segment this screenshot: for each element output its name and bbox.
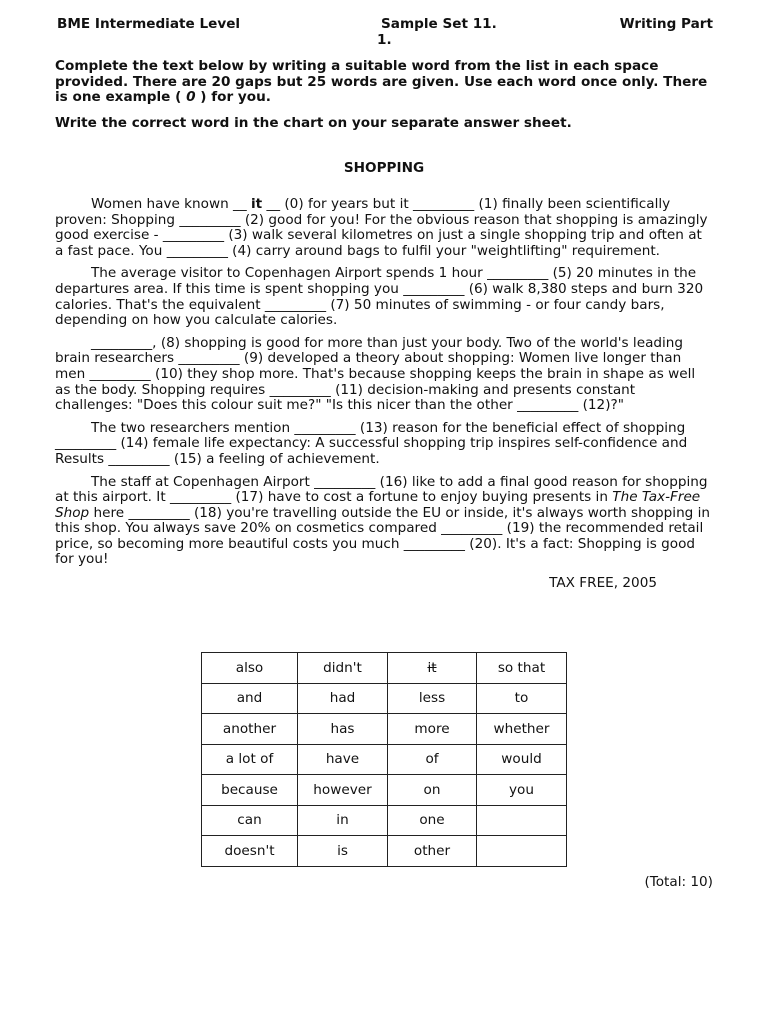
word-list-row <box>202 714 567 745</box>
instructions-text: Complete the text below by writing a suitable word from the list in each space provided. There are 20 gaps but 25 words are given. Use each word once only. There is one example ( <box>55 58 708 105</box>
word-cell: had <box>298 683 388 714</box>
word-cell-used-example <box>388 653 477 684</box>
paragraph-5 <box>55 475 713 569</box>
text-title: SHOPPING <box>343 160 425 176</box>
word-cell: to <box>477 683 567 714</box>
word-cell: whether <box>477 714 567 745</box>
header <box>55 16 713 52</box>
paragraph-2-text: The average visitor to Copenhagen Airport spends 1 hour _________ (5) 20 minutes in the departures area. If this time is spent shopping you _________ (6) walk 8,380 steps and burn 320 calories. That's the equivalent _________ (7) 50 minutes of swimming - or four candy bars, depending on how you calculate calories. <box>55 265 704 329</box>
word-cell: doesn't <box>202 836 298 867</box>
word-cell: another <box>202 714 298 745</box>
struck-word: it <box>427 659 437 676</box>
answer-sheet-instruction: Write the correct word in the chart on your separate answer sheet. <box>55 114 572 131</box>
instructions <box>55 59 713 106</box>
paragraph-4-text: The two researchers mention _________ (13) reason for the beneficial effect of shopping _________ (14) female life expectancy: A successful shopping trip inspires self-confidence and Results _________ (15) a feeling of achievement. <box>55 419 688 467</box>
paragraph-1 <box>55 197 713 259</box>
word-cell-empty <box>477 836 567 867</box>
shop-name: The Tax-Free Shop <box>55 489 701 521</box>
word-cell: because <box>202 775 298 806</box>
word-cell: has <box>298 714 388 745</box>
word-list-row <box>202 805 567 836</box>
document-page <box>55 16 713 591</box>
paragraph-2 <box>55 266 713 328</box>
paragraph-3-text: _________, (8) shopping is good for more than just your body. Two of the world's leading brain researchers _________ (9) developed a theory about shopping: Women live longer than men _________ (10) they shop more. That's because shopping keeps the brain in shape as well as the body. Shopping requires _________ (11) decision-making and presents constant challenges: "Does this colour suit me?" "Is this nicer than the other _________ (12)?" <box>55 334 696 414</box>
word-cell: and <box>202 683 298 714</box>
word-cell: however <box>298 775 388 806</box>
word-cell: so that <box>477 653 567 684</box>
word-cell: you <box>477 775 567 806</box>
header-level: BME Intermediate Level <box>57 16 241 32</box>
paragraph-5-text-end: here _________ (18) you're travelling outside the EU or inside, it's always worth shopping in this shop. You always save 20% on cosmetics compared _________ (19) the recommended retail price, so becoming more beautiful costs you much _________ (20). It's a fact: Shopping is good for you! <box>55 504 711 568</box>
example-word: it <box>250 196 263 212</box>
header-part-number: 1. <box>377 32 392 48</box>
word-list-row <box>202 683 567 714</box>
word-cell: can <box>202 805 298 836</box>
paragraph-1-text: Women have known __ <box>91 196 251 212</box>
instructions-example: 0 <box>186 89 196 105</box>
paragraph-5-text: The staff at Copenhagen Airport _________ (16) like to add a final good reason for shopping at this airport. It _________ (17) have to cost a fortune to enjoy buying presents in <box>55 473 708 506</box>
word-list-row <box>202 836 567 867</box>
word-list-row <box>202 744 567 775</box>
paragraph-3 <box>55 336 713 414</box>
word-cell: have <box>298 744 388 775</box>
word-cell: one <box>388 805 477 836</box>
paragraph-1-text-end: __ (0) for years but it _________ (1) finally been scientifically proven: Shopping _________ (2) good for you! For the obvious reason that shopping is amazingly good exercise - _________ (3) walk several kilometres on just a single shopping trip and often at a fast pace. You _________ (4) carry around bags to fulfil your "weightlifting" requirement. <box>55 196 708 259</box>
word-cell: other <box>388 836 477 867</box>
word-cell: also <box>202 653 298 684</box>
word-cell-empty <box>477 805 567 836</box>
paragraph-4 <box>55 421 713 468</box>
word-cell: is <box>298 836 388 867</box>
word-cell: would <box>477 744 567 775</box>
word-cell: less <box>388 683 477 714</box>
source-citation: TAX FREE, 2005 <box>549 575 657 592</box>
word-list-row <box>202 653 567 684</box>
instructions-text-end: ) for you. <box>195 89 271 105</box>
word-cell: more <box>388 714 477 745</box>
word-cell: on <box>388 775 477 806</box>
word-list-row <box>202 775 567 806</box>
word-cell: in <box>298 805 388 836</box>
word-cell: of <box>388 744 477 775</box>
word-cell: didn't <box>298 653 388 684</box>
total-score: (Total: 10) <box>644 874 713 890</box>
word-cell: a lot of <box>202 744 298 775</box>
header-set: Sample Set 11. <box>381 16 497 32</box>
header-part: Writing Part <box>619 16 713 32</box>
word-list-table <box>201 652 567 867</box>
